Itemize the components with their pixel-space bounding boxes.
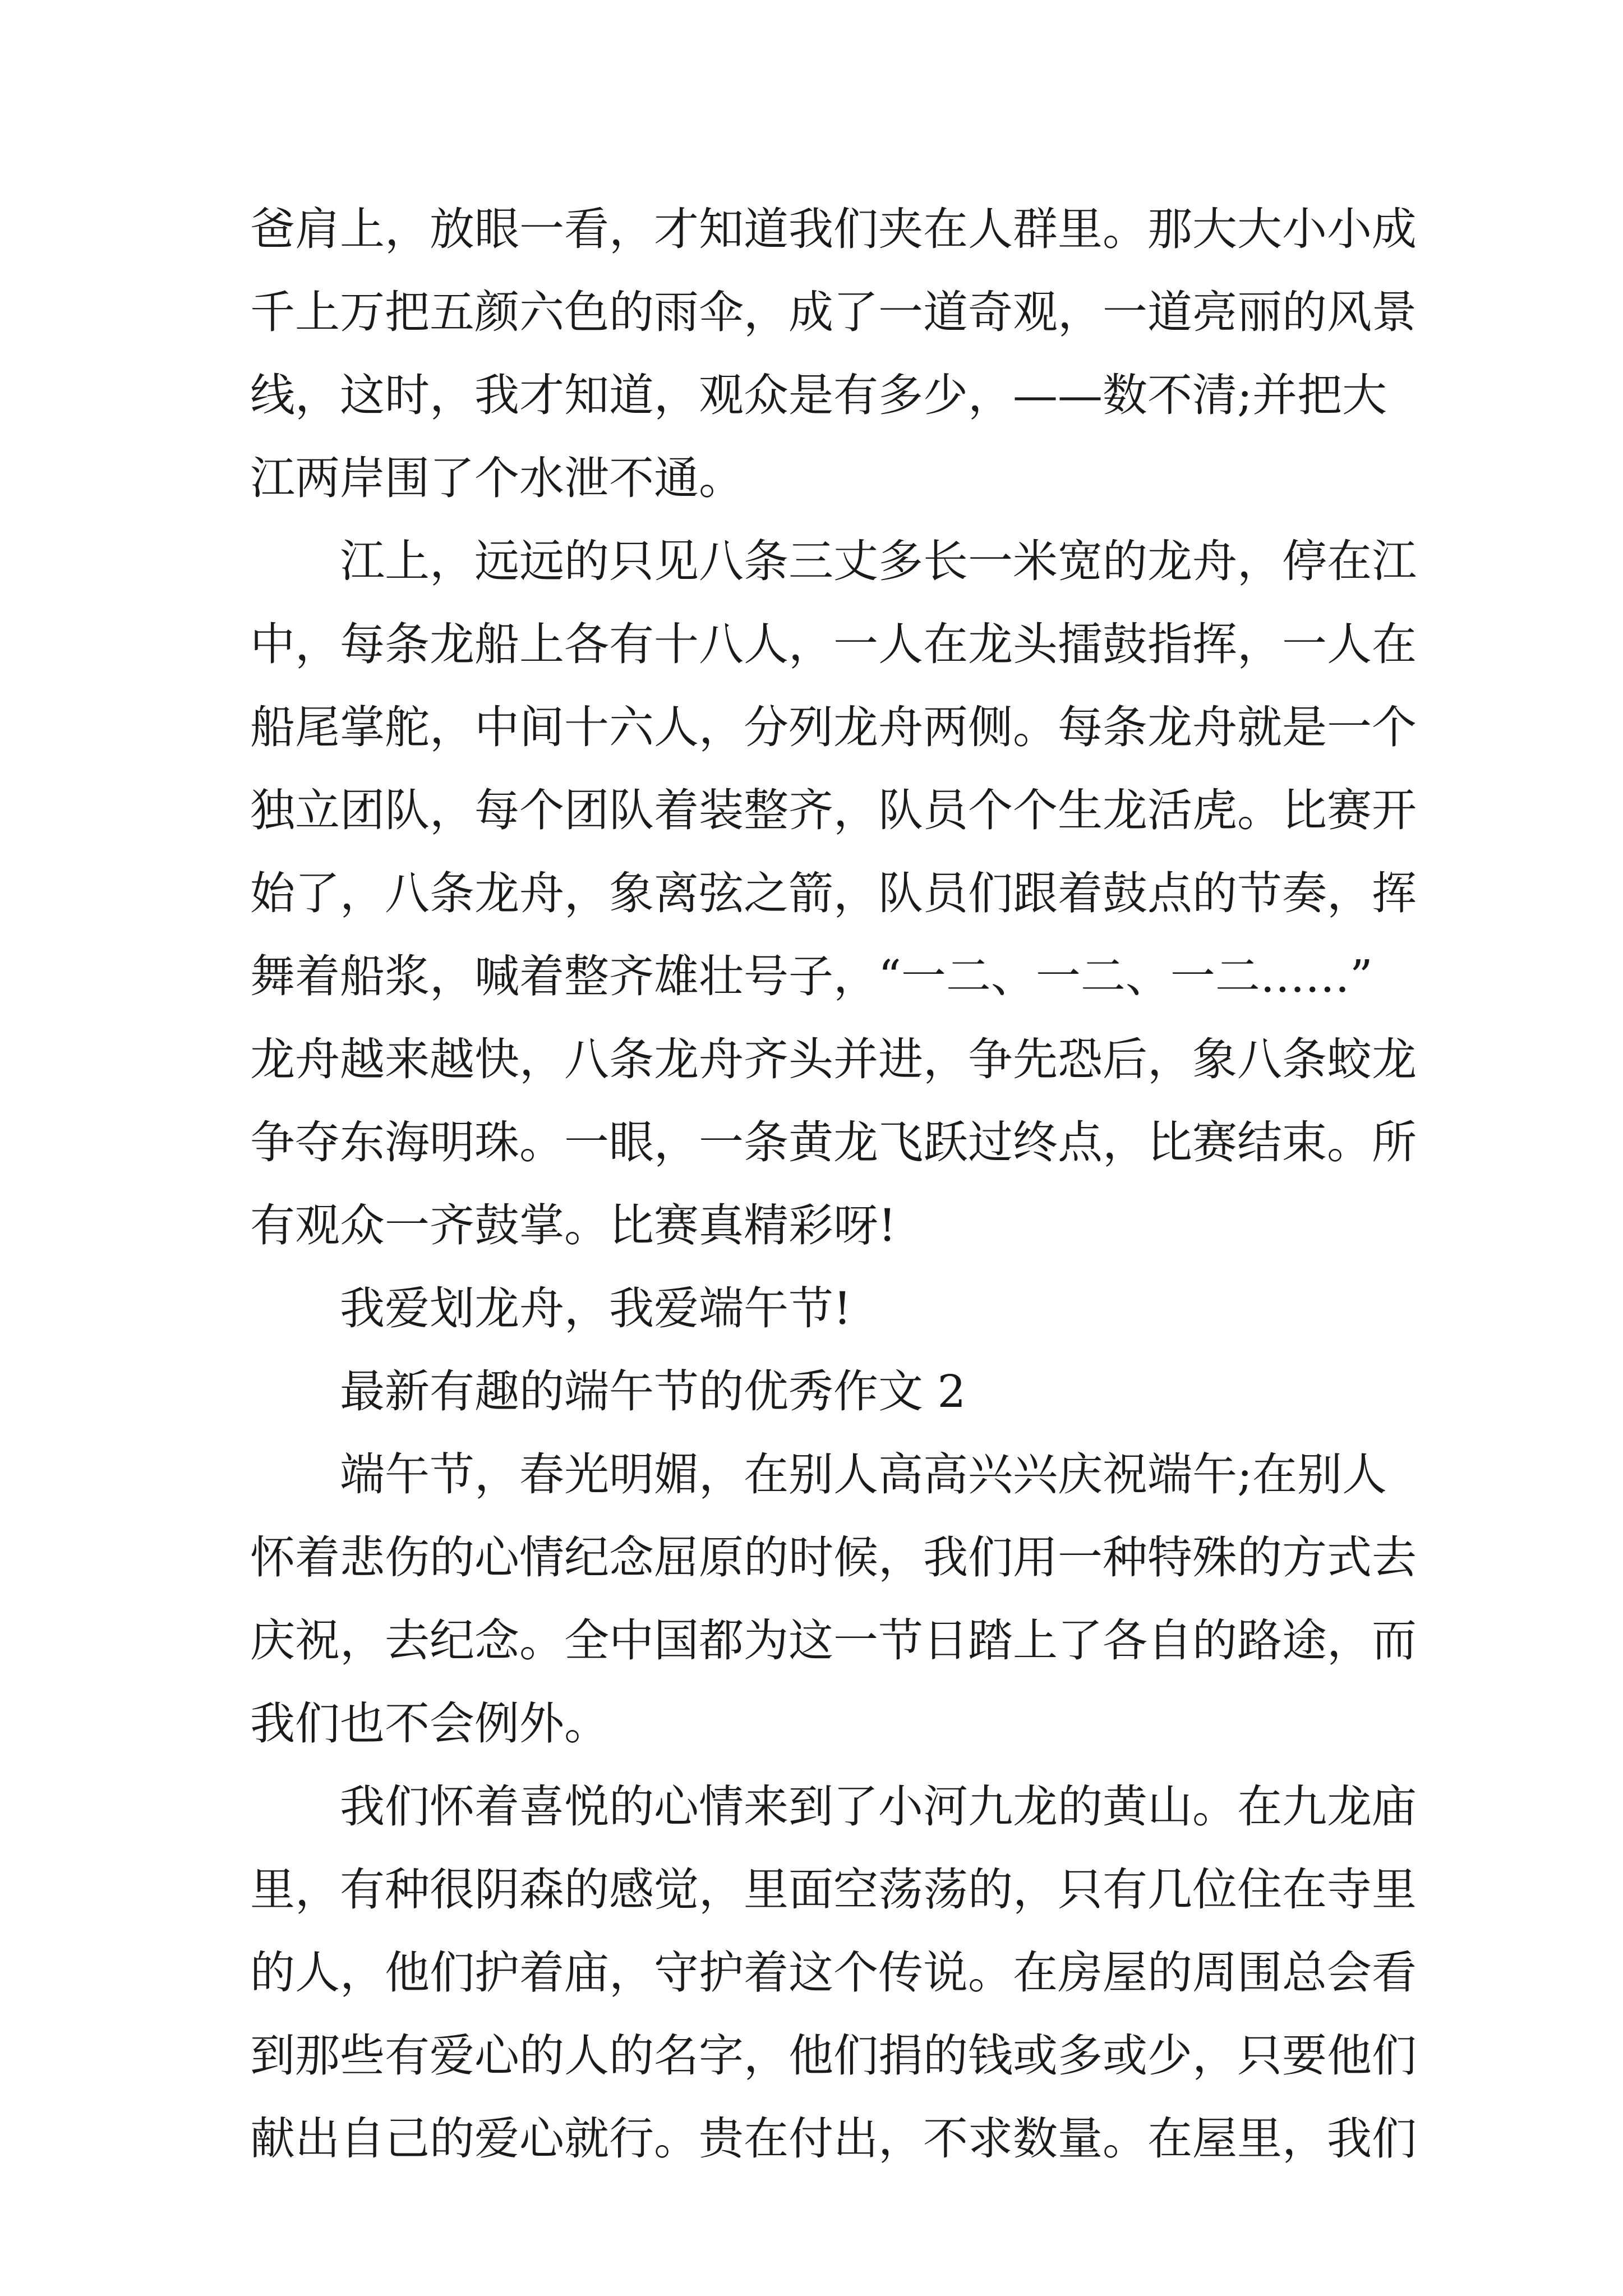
text-line: 独立团队，每个团队着装整齐，队员个个生龙活虎。比赛开 [250, 784, 1417, 836]
text-line: 到那些有爱心的人的名字，他们捐的钱或多或少，只要他们 [250, 2030, 1417, 2082]
text-line: 船尾掌舵，中间十六人，分列龙舟两侧。每条龙舟就是一个 [250, 701, 1417, 753]
text-line: 怀着悲伤的心情纪念屈原的时候，我们用一种特殊的方式去 [250, 1531, 1417, 1584]
text-line: 龙舟越来越快，八条龙舟齐头并进，争先恐后，象八条蛟龙 [250, 1033, 1417, 1085]
text-line: 中，每条龙船上各有十八人，一人在龙头擂鼓指挥，一人在 [250, 618, 1417, 670]
text-line: 端午节，春光明媚，在别人高高兴兴庆祝端午;在别人 [340, 1448, 1387, 1501]
text-line: 我爱划龙舟，我爱端午节! [340, 1282, 852, 1335]
text-line: 江上，远远的只见八条三丈多长一米宽的龙舟，停在江 [340, 535, 1417, 587]
text-line: 舞着船浆，喊着整齐雄壮号子，“一二、一二、一二……” [250, 950, 1373, 1002]
text-line: 献出自己的爱心就行。贵在付出，不求数量。在屋里，我们 [250, 2113, 1417, 2165]
text-line: 始了，八条龙舟，象离弦之箭，队员们跟着鼓点的节奏，挥 [250, 867, 1417, 919]
text-line: 千上万把五颜六色的雨伞，成了一道奇观，一道亮丽的风景 [250, 286, 1417, 338]
text-line: 线，这时，我才知道，观众是有多少，——数不清;并把大 [250, 369, 1387, 421]
text-line: 我们怀着喜悦的心情来到了小河九龙的黄山。在九龙庙 [340, 1780, 1417, 1833]
text-line: 江两岸围了个水泄不通。 [250, 452, 744, 504]
text-line: 爸肩上，放眼一看，才知道我们夹在人群里。那大大小小成 [250, 203, 1417, 255]
text-line: 有观众一齐鼓掌。比赛真精彩呀! [250, 1199, 897, 1251]
text-line: 最新有趣的端午节的优秀作文 2 [340, 1365, 966, 1418]
text-line: 的人，他们护着庙，守护着这个传说。在房屋的周围总会看 [250, 1947, 1417, 1999]
text-line: 争夺东海明珠。一眼，一条黄龙飞跃过终点，比赛结束。所 [250, 1116, 1417, 1168]
body-text [250, 188, 1417, 2180]
text-line: 我们也不会例外。 [250, 1697, 609, 1750]
text-line: 庆祝，去纪念。全中国都为这一节日踏上了各自的路途，而 [250, 1614, 1417, 1667]
text-line: 里，有种很阴森的感觉，里面空荡荡的，只有几位住在寺里 [250, 1864, 1417, 1916]
